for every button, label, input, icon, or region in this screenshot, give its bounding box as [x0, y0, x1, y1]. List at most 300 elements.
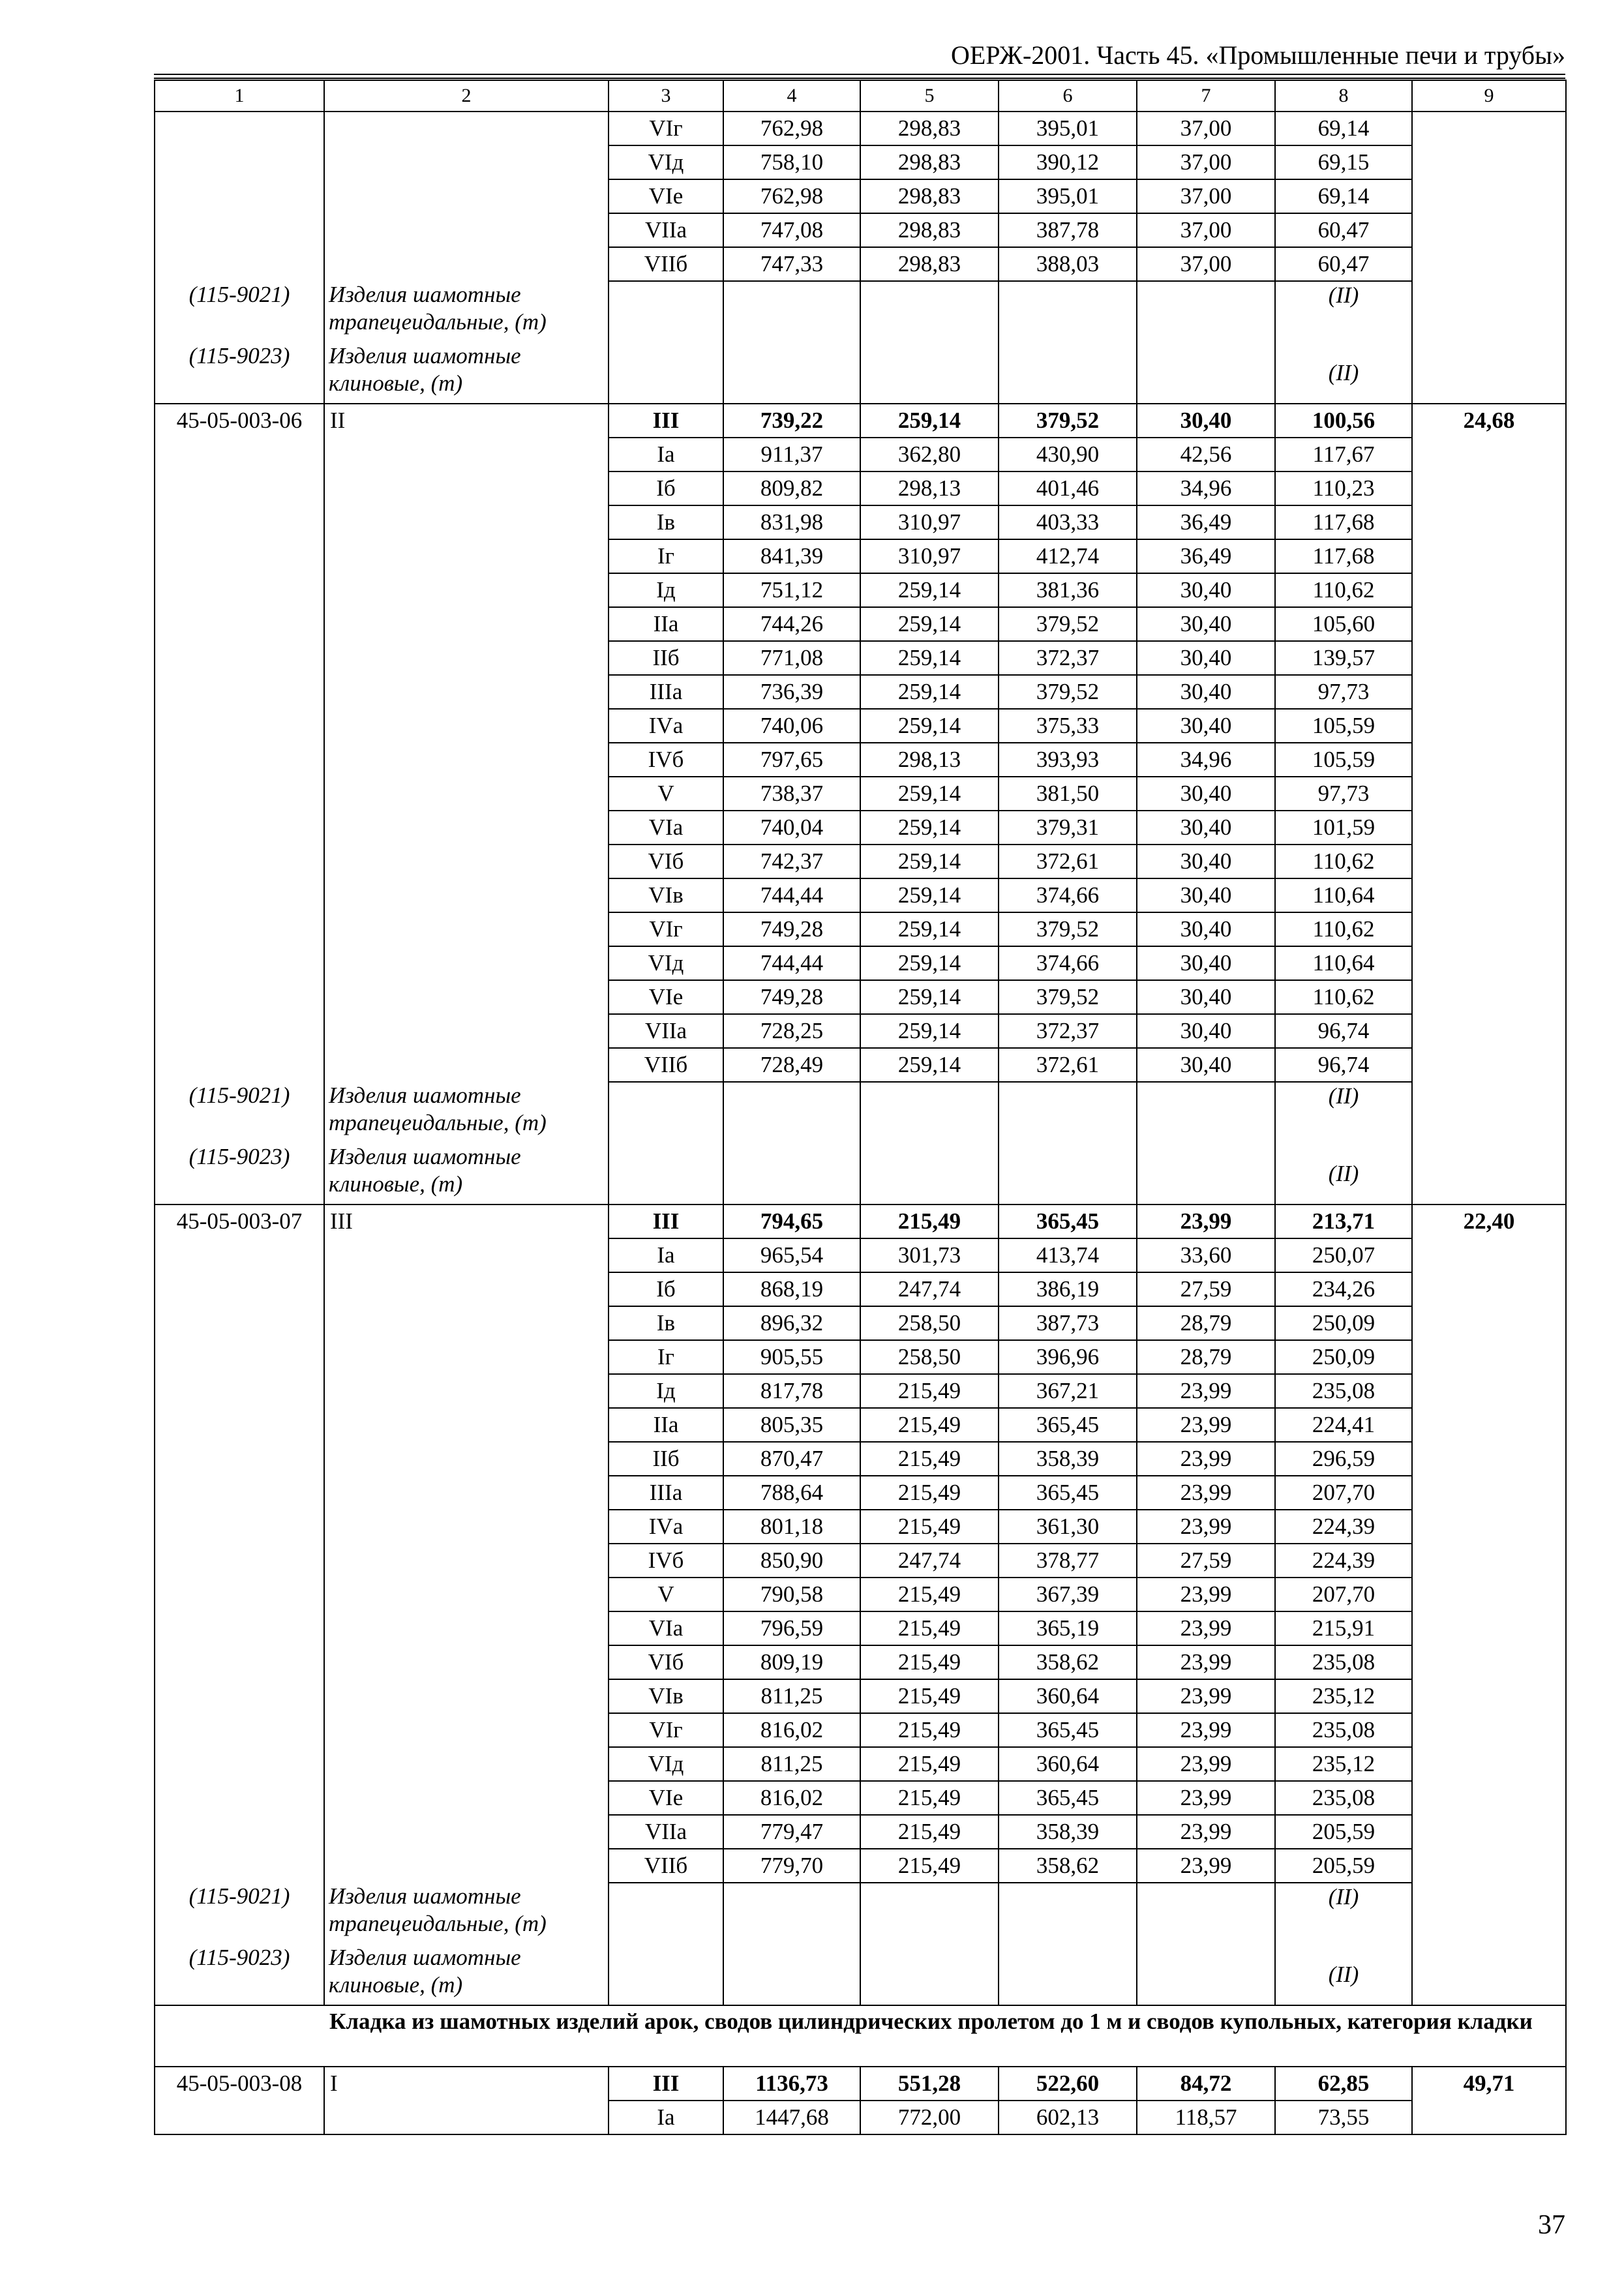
labor-cost-spacer [1412, 1082, 1566, 1143]
masonry-category-spacer [324, 811, 609, 845]
labor-cost-spacer [1412, 1747, 1566, 1781]
cell-machines: 358,39 [999, 1442, 1137, 1476]
cell-wages: 259,14 [860, 404, 999, 438]
cell-total-cost: 809,19 [723, 1645, 860, 1679]
resource-note-row [155, 1082, 1566, 1143]
labor-cost-spacer [1412, 1944, 1566, 2005]
masonry-category-spacer [324, 1849, 609, 1883]
cell-machinist-wages: 30,40 [1137, 573, 1275, 607]
cell-total-cost: 816,02 [723, 1713, 860, 1747]
resource-name-line: трапецеидальные, (т) [329, 309, 547, 335]
cell-machinist-wages: 30,40 [1137, 1014, 1275, 1048]
resource-code: (115-9021) [155, 1883, 324, 1944]
cell-subgroup: VIг [609, 912, 723, 946]
cell-total-cost: 747,33 [723, 247, 860, 281]
rate-row [155, 1048, 1566, 1082]
rate-code-spacer [155, 247, 324, 281]
cell-total-cost: 740,04 [723, 811, 860, 845]
cell-total-cost: 809,82 [723, 471, 860, 505]
labor-cost-spacer [1412, 438, 1566, 471]
cell-wages: 259,14 [860, 675, 999, 709]
cell-wages: 215,49 [860, 1815, 999, 1849]
cell-materials: 96,74 [1275, 1048, 1412, 1082]
cell-machinist-wages: 30,40 [1137, 1048, 1275, 1082]
cell-machines: 387,73 [999, 1306, 1137, 1340]
cell-wages: 215,49 [860, 1747, 999, 1781]
column-number: 9 [1412, 80, 1566, 112]
empty-cell [609, 342, 723, 404]
resource-quantity: (II) [1275, 1143, 1412, 1204]
rate-code-spacer [155, 213, 324, 247]
cell-machinist-wages: 23,99 [1137, 1374, 1275, 1408]
labor-cost-spacer [1412, 1340, 1566, 1374]
cell-materials: 250,09 [1275, 1340, 1412, 1374]
empty-cell [609, 1944, 723, 2005]
cell-machinist-wages: 30,40 [1137, 641, 1275, 675]
cell-machines: 388,03 [999, 247, 1137, 281]
rate-row [155, 1272, 1566, 1306]
cell-total-cost: 779,47 [723, 1815, 860, 1849]
rate-code: 45-05-003-06 [155, 404, 324, 438]
masonry-category-spacer [324, 709, 609, 743]
cell-materials: 207,70 [1275, 1476, 1412, 1510]
resource-quantity: (II) [1275, 342, 1412, 404]
empty-cell [999, 1944, 1137, 2005]
masonry-category-spacer [324, 1645, 609, 1679]
cell-subgroup: VIIб [609, 1048, 723, 1082]
cell-total-cost: 911,37 [723, 438, 860, 471]
cell-total-cost: 762,98 [723, 179, 860, 213]
masonry-category-spacer [324, 1578, 609, 1611]
cell-subgroup: IIа [609, 607, 723, 641]
resource-name [324, 1143, 609, 1204]
labor-cost-spacer [1412, 1611, 1566, 1645]
labor-cost-spacer [1412, 1143, 1566, 1204]
rate-code-spacer [155, 1510, 324, 1544]
resource-name-line: Изделия шамотные [329, 1144, 521, 1169]
resource-code: (115-9021) [155, 281, 324, 342]
masonry-category-spacer [324, 845, 609, 878]
cell-subgroup: VIд [609, 145, 723, 179]
cell-machines: 372,61 [999, 845, 1137, 878]
resource-name-line: трапецеидальные, (т) [329, 1911, 547, 1936]
rate-row [155, 112, 1566, 145]
cell-total-cost: 797,65 [723, 743, 860, 777]
cell-materials: 235,08 [1275, 1374, 1412, 1408]
empty-cell [999, 342, 1137, 404]
labor-cost-spacer [1412, 281, 1566, 342]
rate-code-spacer [155, 1781, 324, 1815]
cell-subgroup: IIб [609, 1442, 723, 1476]
cell-machinist-wages: 37,00 [1137, 145, 1275, 179]
cell-total-cost: 831,98 [723, 505, 860, 539]
cell-subgroup: VIе [609, 1781, 723, 1815]
cell-materials: 224,39 [1275, 1544, 1412, 1578]
resource-note-row [155, 342, 1566, 404]
section-title: Кладка из шамотных изделий арок, сводов цилиндрических пролетом до 1 м и сводов купольных, категория кладки [324, 2005, 1566, 2067]
masonry-category-spacer [324, 438, 609, 471]
masonry-category-spacer [324, 777, 609, 811]
resource-name-line: Изделия шамотные [329, 1945, 521, 1970]
cell-wages: 247,74 [860, 1544, 999, 1578]
cell-machinist-wages: 23,99 [1137, 1611, 1275, 1645]
cell-machinist-wages: 30,40 [1137, 878, 1275, 912]
cell-wages: 215,49 [860, 1510, 999, 1544]
rate-code-spacer [155, 505, 324, 539]
cell-machines: 387,78 [999, 213, 1137, 247]
empty-cell [860, 1082, 999, 1143]
cell-machines: 379,31 [999, 811, 1137, 845]
empty-cell [1137, 342, 1275, 404]
section-title-row [155, 2005, 1566, 2067]
cell-machinist-wages: 23,99 [1137, 1815, 1275, 1849]
empty-cell [1137, 1082, 1275, 1143]
page-number: 37 [1538, 2210, 1565, 2240]
cell-materials: 296,59 [1275, 1442, 1412, 1476]
cell-subgroup: III [609, 404, 723, 438]
labor-cost-spacer [1412, 641, 1566, 675]
rate-row [155, 607, 1566, 641]
rate-code-spacer [155, 1849, 324, 1883]
empty-cell [860, 1883, 999, 1944]
labor-cost-spacer [1412, 573, 1566, 607]
rate-row [155, 1645, 1566, 1679]
empty-cell [609, 281, 723, 342]
cell-machinist-wages: 36,49 [1137, 505, 1275, 539]
cell-machines: 367,21 [999, 1374, 1137, 1408]
cell-total-cost: 868,19 [723, 1272, 860, 1306]
masonry-category-spacer [324, 946, 609, 980]
cell-machinist-wages: 30,40 [1137, 845, 1275, 878]
labor-cost-spacer [1412, 179, 1566, 213]
rate-code-spacer [155, 1476, 324, 1510]
cell-wages: 215,49 [860, 1713, 999, 1747]
rate-row [155, 1815, 1566, 1849]
cell-wages: 310,97 [860, 539, 999, 573]
cell-materials: 250,07 [1275, 1238, 1412, 1272]
cell-subgroup: VIд [609, 946, 723, 980]
cell-machinist-wages: 37,00 [1137, 179, 1275, 213]
cell-machines: 379,52 [999, 404, 1137, 438]
column-number: 8 [1275, 80, 1412, 112]
masonry-category-spacer [324, 641, 609, 675]
cell-materials: 110,64 [1275, 878, 1412, 912]
empty-cell [1137, 1143, 1275, 1204]
empty-cell [723, 1883, 860, 1944]
column-number: 5 [860, 80, 999, 112]
labor-cost-spacer [1412, 1048, 1566, 1082]
rate-code-spacer [155, 1408, 324, 1442]
cell-total-cost: 751,12 [723, 573, 860, 607]
cell-machinist-wages: 23,99 [1137, 1849, 1275, 1883]
rate-code-spacer [155, 1679, 324, 1713]
cell-machines: 374,66 [999, 946, 1137, 980]
main-rate-row [155, 2067, 1566, 2101]
cell-total-cost: 736,39 [723, 675, 860, 709]
rate-code-spacer [155, 1713, 324, 1747]
masonry-category-spacer [324, 1747, 609, 1781]
cell-subgroup: Iг [609, 1340, 723, 1374]
labor-cost-spacer [1412, 1883, 1566, 1944]
cell-subgroup: IIб [609, 641, 723, 675]
cell-machines: 602,13 [999, 2101, 1137, 2134]
labor-cost: 22,40 [1412, 1204, 1566, 1238]
labor-cost: 49,71 [1412, 2067, 1566, 2101]
column-number: 1 [155, 80, 324, 112]
cell-machinist-wages: 23,99 [1137, 1476, 1275, 1510]
masonry-category-spacer [324, 1442, 609, 1476]
masonry-category-spacer [324, 539, 609, 573]
rate-row [155, 743, 1566, 777]
cell-machinist-wages: 30,40 [1137, 404, 1275, 438]
labor-cost-spacer [1412, 946, 1566, 980]
masonry-category-spacer [324, 980, 609, 1014]
rate-row [155, 1611, 1566, 1645]
cell-total-cost: 742,37 [723, 845, 860, 878]
cell-materials: 69,14 [1275, 179, 1412, 213]
masonry-category-spacer [324, 1048, 609, 1082]
empty-cell [609, 1082, 723, 1143]
cell-materials: 97,73 [1275, 675, 1412, 709]
section-spacer [155, 2005, 324, 2067]
resource-code: (115-9023) [155, 342, 324, 404]
header-rule [154, 74, 1565, 75]
cell-total-cost: 739,22 [723, 404, 860, 438]
rate-code-spacer [155, 1578, 324, 1611]
cell-wages: 215,49 [860, 1374, 999, 1408]
empty-cell [723, 342, 860, 404]
rate-row [155, 247, 1566, 281]
cell-wages: 298,83 [860, 145, 999, 179]
masonry-category-spacer [324, 1014, 609, 1048]
rate-row [155, 1578, 1566, 1611]
column-number: 7 [1137, 80, 1275, 112]
rate-code-spacer [155, 1645, 324, 1679]
resource-name-line: Изделия шамотные [329, 343, 521, 368]
cell-machinist-wages: 30,40 [1137, 607, 1275, 641]
cell-subgroup: VIа [609, 811, 723, 845]
masonry-category-spacer [324, 112, 609, 145]
cell-materials: 97,73 [1275, 777, 1412, 811]
cell-total-cost: 811,25 [723, 1747, 860, 1781]
rates-table [154, 80, 1567, 2135]
resource-code: (115-9023) [155, 1944, 324, 2005]
rate-row [155, 946, 1566, 980]
cell-machinist-wages: 30,40 [1137, 980, 1275, 1014]
cell-machines: 365,19 [999, 1611, 1137, 1645]
cell-materials: 139,57 [1275, 641, 1412, 675]
cell-machines: 360,64 [999, 1747, 1137, 1781]
cell-subgroup: VIа [609, 1611, 723, 1645]
labor-cost-spacer [1412, 1578, 1566, 1611]
rate-row [155, 213, 1566, 247]
rate-code-spacer [155, 845, 324, 878]
cell-machinist-wages: 27,59 [1137, 1272, 1275, 1306]
cell-machinist-wages: 37,00 [1137, 213, 1275, 247]
rate-row [155, 1713, 1566, 1747]
cell-materials: 205,59 [1275, 1815, 1412, 1849]
labor-cost-spacer [1412, 1408, 1566, 1442]
cell-machines: 381,36 [999, 573, 1137, 607]
resource-name-line: Изделия шамотные [329, 1083, 521, 1108]
rate-code-spacer [155, 1014, 324, 1048]
labor-cost-spacer [1412, 1476, 1566, 1510]
cell-materials: 110,62 [1275, 912, 1412, 946]
cell-machinist-wages: 84,72 [1137, 2067, 1275, 2101]
labor-cost-spacer [1412, 1679, 1566, 1713]
labor-cost-spacer [1412, 2101, 1566, 2134]
cell-materials: 235,12 [1275, 1679, 1412, 1713]
rate-row [155, 845, 1566, 878]
cell-wages: 298,83 [860, 179, 999, 213]
cell-subgroup: V [609, 1578, 723, 1611]
resource-name-line: Изделия шамотные [329, 282, 521, 307]
cell-total-cost: 744,44 [723, 946, 860, 980]
cell-machinist-wages: 23,99 [1137, 1204, 1275, 1238]
resource-name [324, 1082, 609, 1143]
cell-materials: 69,14 [1275, 112, 1412, 145]
cell-wages: 551,28 [860, 2067, 999, 2101]
cell-materials: 110,62 [1275, 845, 1412, 878]
labor-cost-spacer [1412, 342, 1566, 404]
cell-machinist-wages: 23,99 [1137, 1578, 1275, 1611]
cell-machines: 379,52 [999, 980, 1137, 1014]
cell-subgroup: VIв [609, 878, 723, 912]
rate-code-spacer [155, 112, 324, 145]
cell-machinist-wages: 118,57 [1137, 2101, 1275, 2134]
cell-wages: 215,49 [860, 1578, 999, 1611]
labor-cost-spacer [1412, 247, 1566, 281]
cell-wages: 259,14 [860, 912, 999, 946]
labor-cost-spacer [1412, 1272, 1566, 1306]
cell-machines: 430,90 [999, 438, 1137, 471]
cell-materials: 100,56 [1275, 404, 1412, 438]
cell-total-cost: 796,59 [723, 1611, 860, 1645]
masonry-category-spacer [324, 471, 609, 505]
rate-code: 45-05-003-07 [155, 1204, 324, 1238]
cell-materials: 117,68 [1275, 505, 1412, 539]
cell-total-cost: 850,90 [723, 1544, 860, 1578]
cell-total-cost: 744,26 [723, 607, 860, 641]
cell-machinist-wages: 37,00 [1137, 247, 1275, 281]
cell-machinist-wages: 28,79 [1137, 1306, 1275, 1340]
cell-machines: 365,45 [999, 1781, 1137, 1815]
cell-materials: 110,64 [1275, 946, 1412, 980]
masonry-category-spacer [324, 912, 609, 946]
rate-code-spacer [155, 811, 324, 845]
empty-cell [609, 1883, 723, 1944]
labor-cost-spacer [1412, 845, 1566, 878]
empty-cell [723, 281, 860, 342]
cell-subgroup: VIв [609, 1679, 723, 1713]
cell-total-cost: 811,25 [723, 1679, 860, 1713]
cell-subgroup: Iд [609, 1374, 723, 1408]
rate-row [155, 1476, 1566, 1510]
rate-code-spacer [155, 946, 324, 980]
cell-materials: 105,59 [1275, 709, 1412, 743]
cell-machinist-wages: 23,99 [1137, 1510, 1275, 1544]
empty-cell [723, 1143, 860, 1204]
cell-machinist-wages: 23,99 [1137, 1713, 1275, 1747]
rate-row [155, 1340, 1566, 1374]
cell-subgroup: V [609, 777, 723, 811]
masonry-category: III [324, 1204, 609, 1238]
rate-row [155, 1306, 1566, 1340]
resource-name-line: клиновые, (т) [329, 1972, 463, 1997]
cell-machinist-wages: 23,99 [1137, 1645, 1275, 1679]
cell-subgroup: Iа [609, 2101, 723, 2134]
cell-machines: 522,60 [999, 2067, 1137, 2101]
cell-wages: 215,49 [860, 1645, 999, 1679]
labor-cost-spacer [1412, 1713, 1566, 1747]
cell-machines: 379,52 [999, 607, 1137, 641]
page-header: ОЕРЖ-2001. Часть 45. «Промышленные печи и трубы» [950, 40, 1565, 70]
rate-row [155, 1781, 1566, 1815]
cell-wages: 215,49 [860, 1611, 999, 1645]
rate-code-spacer [155, 539, 324, 573]
rate-row [155, 777, 1566, 811]
cell-subgroup: Iв [609, 505, 723, 539]
rate-code-spacer [155, 709, 324, 743]
column-number: 6 [999, 80, 1137, 112]
rate-row [155, 811, 1566, 845]
cell-materials: 110,62 [1275, 573, 1412, 607]
cell-machines: 374,66 [999, 878, 1137, 912]
rate-code-spacer [155, 179, 324, 213]
labor-cost-spacer [1412, 777, 1566, 811]
cell-wages: 215,49 [860, 1204, 999, 1238]
empty-cell [1137, 1944, 1275, 2005]
rates-table-body [155, 80, 1566, 2134]
cell-subgroup: VIб [609, 1645, 723, 1679]
cell-wages: 259,14 [860, 641, 999, 675]
labor-cost-spacer [1412, 1849, 1566, 1883]
cell-total-cost: 801,18 [723, 1510, 860, 1544]
masonry-category-spacer [324, 675, 609, 709]
resource-note-row [155, 1143, 1566, 1204]
masonry-category-spacer [324, 2101, 609, 2134]
cell-machinist-wages: 30,40 [1137, 811, 1275, 845]
rate-code-spacer [155, 641, 324, 675]
rate-row [155, 1408, 1566, 1442]
labor-cost-spacer [1412, 1781, 1566, 1815]
empty-cell [860, 1944, 999, 2005]
cell-machinist-wages: 30,40 [1137, 777, 1275, 811]
cell-subgroup: IIIа [609, 675, 723, 709]
rate-code-spacer [155, 1815, 324, 1849]
labor-cost-spacer [1412, 1544, 1566, 1578]
rate-row [155, 471, 1566, 505]
cell-subgroup: III [609, 1204, 723, 1238]
masonry-category-spacer [324, 247, 609, 281]
cell-total-cost: 965,54 [723, 1238, 860, 1272]
rate-code-spacer [155, 743, 324, 777]
resource-note-row [155, 1944, 1566, 2005]
cell-machinist-wages: 28,79 [1137, 1340, 1275, 1374]
labor-cost-spacer [1412, 607, 1566, 641]
rate-row [155, 1849, 1566, 1883]
cell-machinist-wages: 30,40 [1137, 709, 1275, 743]
empty-cell [999, 1143, 1137, 1204]
rate-row [155, 1442, 1566, 1476]
cell-wages: 259,14 [860, 980, 999, 1014]
cell-subgroup: VIб [609, 845, 723, 878]
empty-cell [609, 1143, 723, 1204]
rate-row [155, 709, 1566, 743]
cell-wages: 215,49 [860, 1781, 999, 1815]
rate-code-spacer [155, 912, 324, 946]
resource-quantity: (II) [1275, 1883, 1412, 1944]
